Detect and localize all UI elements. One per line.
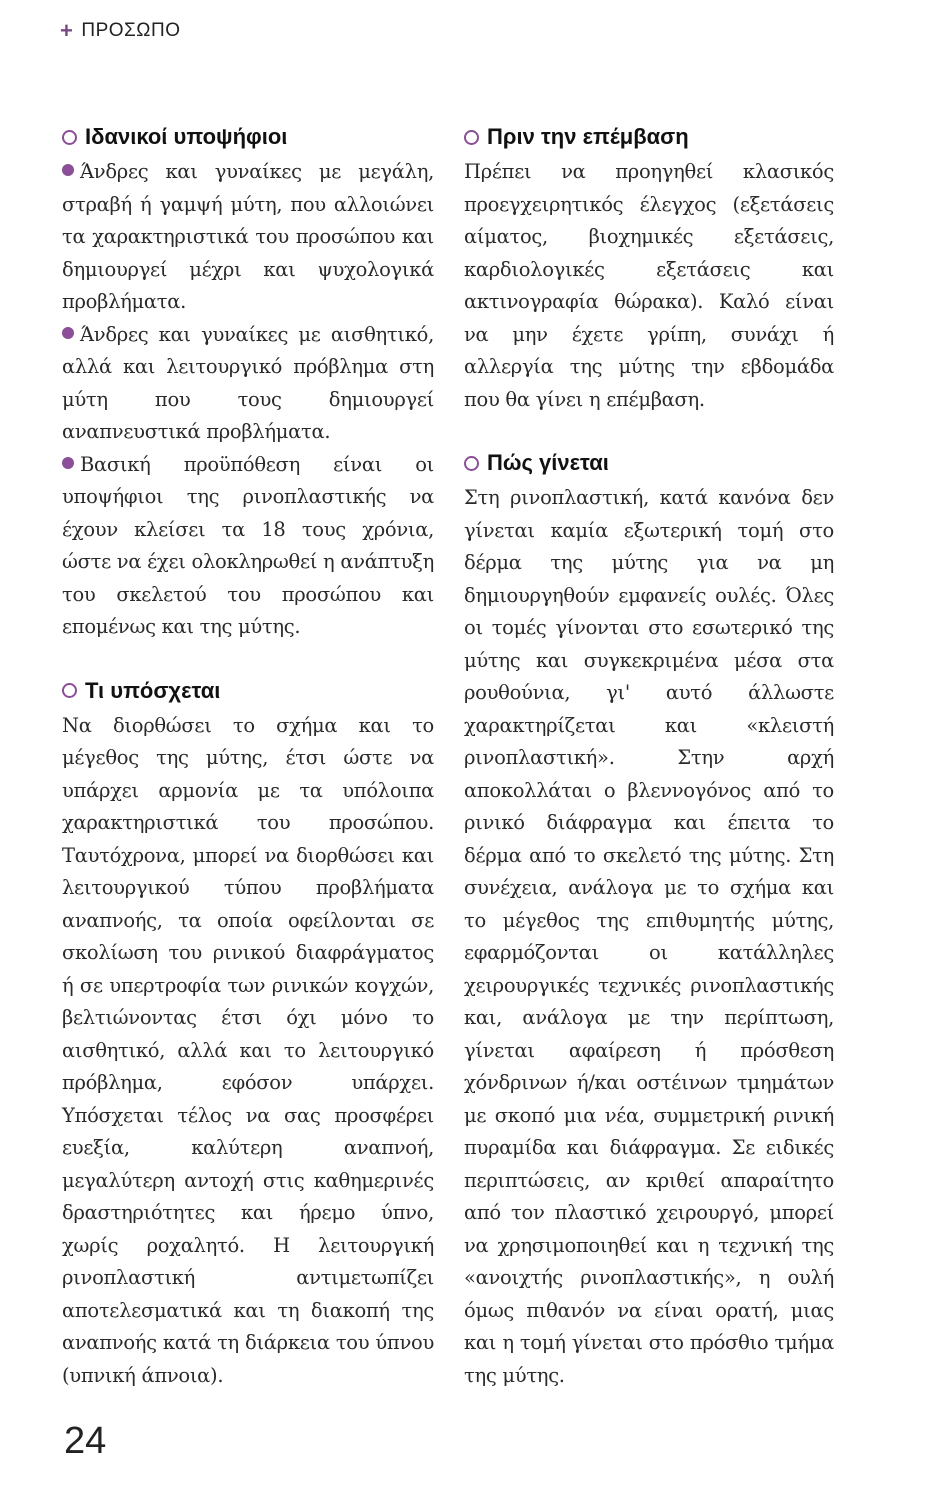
bullet-text: Βασική προϋπόθεση είναι οι υποψήφιοι της ρινοπλαστικής να έχουν κλείσει τα 18 τους χρόνια, ώστε να έχει ολοκληρωθεί η ανάπτυξη του σκελετού του προσώπου και επομένως και της μύτης. bbox=[62, 452, 434, 638]
dot-bullet-icon bbox=[62, 327, 74, 339]
right-column bbox=[464, 122, 834, 1424]
bullet-paragraph bbox=[62, 156, 434, 319]
circle-bullet-icon bbox=[464, 130, 479, 145]
bullet-paragraph bbox=[62, 319, 434, 449]
how-heading bbox=[464, 448, 834, 478]
left-column bbox=[62, 122, 434, 1424]
dot-bullet-icon bbox=[62, 457, 74, 469]
how-text: Στη ρινοπλαστική, κατά κανόνα δεν γίνεται καμία εξωτερική τομή στο δέρμα της μύτης για να μη δημιουργηθούν εμφανείς ουλές. Όλες οι τομές γίνονται στο εσωτερικό της μύτης και συγκεκριμένα μέσα στα ρουθούνια, γι' αυτό άλλωστε χαρακτηρίζεται και «κλειστή ρινοπλαστική». Στην αρχή αποκολλάται ο βλεννογόνος από το ρινικό διάφραγμα και έπειτα το δέρμα από το σκελετό της μύτης. Στη συνέχεια, ανάλογα με το σχήμα και το μέγεθος της επιθυμητής μύτης, εφαρμόζονται οι κατάλληλες χειρουργικές τεχνικές ρινοπλαστικής και, ανάλογα με την περίπτωση, γίνεται αφαίρεση ή πρόσθεση χόνδρινων ή/και οστέινων τμημάτων με σκοπό μια νέα, συμμετρική ρινική πυραμίδα και διάφραγμα. Σε ειδικές περιπτώσεις, αν κριθεί απαραίτητο από τον πλαστικό χειρουργό, μπορεί να χρησιμοποιηθεί και η τεχνική της «ανοιχτής ρινοπλαστικής», η ουλή όμως πιθανόν να είναι ορατή, μιας και η τομή γίνεται στο πρόσθιο τμήμα της μύτης. bbox=[464, 486, 834, 1387]
promises-text: Να διορθώσει το σχήμα και το μέγεθος της μύτης, έτσι ώστε να υπάρχει αρμονία με τα υπόλοιπα χαρακτηριστικά του προσώπου. Ταυτόχρονα, μπορεί να διορθώσει και λειτουργικού τύπου προβλήματα αναπνοής, τα οποία οφείλονται σε σκολίωση του ρινικού διαφράγματος ή σε υπερτροφία των ρινικών κογχών, βελτιώνοντας έτσι όχι μόνο το αισθητικό, αλλά και το λειτουργικό πρόβλημα, εφόσον υπάρχει. Υπόσχεται τέλος να σας προσφέρει ευεξία, καλύτερη αναπνοή, μεγαλύτερη αντοχή στις καθημερινές δραστηριότητες και ήρεμο ύπνο, χωρίς ροχαλητό. Η λειτουργική ρινοπλαστική αντιμετωπίζει αποτελεσματικά και τη διακοπή της αναπνοής κατά τη διάρκεια του ύπνου (υπνική άπνοια). bbox=[62, 713, 434, 1387]
promises-heading bbox=[62, 676, 434, 706]
circle-bullet-icon bbox=[62, 683, 77, 698]
how-section bbox=[464, 448, 834, 1392]
before-title: Πριν την επέμβαση bbox=[487, 124, 689, 149]
before-section bbox=[464, 122, 834, 416]
section-header-label: ΠΡΟΣΩΠΟ bbox=[81, 20, 181, 41]
how-title: Πώς γίνεται bbox=[487, 450, 609, 475]
circle-bullet-icon bbox=[62, 130, 77, 145]
ideal-candidates-heading bbox=[62, 122, 434, 152]
promises-section bbox=[62, 676, 434, 1393]
before-heading bbox=[464, 122, 834, 152]
plus-icon: + bbox=[60, 18, 74, 43]
page-number: 24 bbox=[64, 1420, 107, 1462]
ideal-candidates-section bbox=[62, 122, 434, 644]
section-header bbox=[60, 20, 180, 42]
ideal-candidates-title: Ιδανικοί υποψήφιοι bbox=[85, 124, 288, 149]
bullet-text: Άνδρες και γυναίκες με μεγάλη, στραβή ή γαμψή μύτη, που αλλοιώνει τα χαρακτηριστικά του προσώπου και δημιουργεί μέχρι και ψυχολογικά προβλήματα. bbox=[62, 160, 434, 313]
promises-title: Τι υπόσχεται bbox=[85, 677, 221, 703]
before-text: Πρέπει να προηγηθεί κλασικός προεγχειρητικός έλεγχος (εξετάσεις αίματος, βιοχημικές εξετάσεις, καρδιολογικές εξετάσεις και ακτινογραφία θώρακα). Καλό είναι να μην έχετε γρίπη, συνάχι ή αλλεργία της μύτης την εβδομάδα που θα γίνει η επέμβαση. bbox=[464, 160, 834, 411]
dot-bullet-icon bbox=[62, 164, 74, 176]
bullet-text: Άνδρες και γυναίκες με αισθητικό, αλλά και λειτουργικό πρόβλημα στη μύτη που τους δημιουργεί αναπνευστικά προβλήματα. bbox=[62, 322, 434, 443]
bullet-paragraph bbox=[62, 449, 434, 644]
circle-bullet-icon bbox=[464, 456, 479, 471]
